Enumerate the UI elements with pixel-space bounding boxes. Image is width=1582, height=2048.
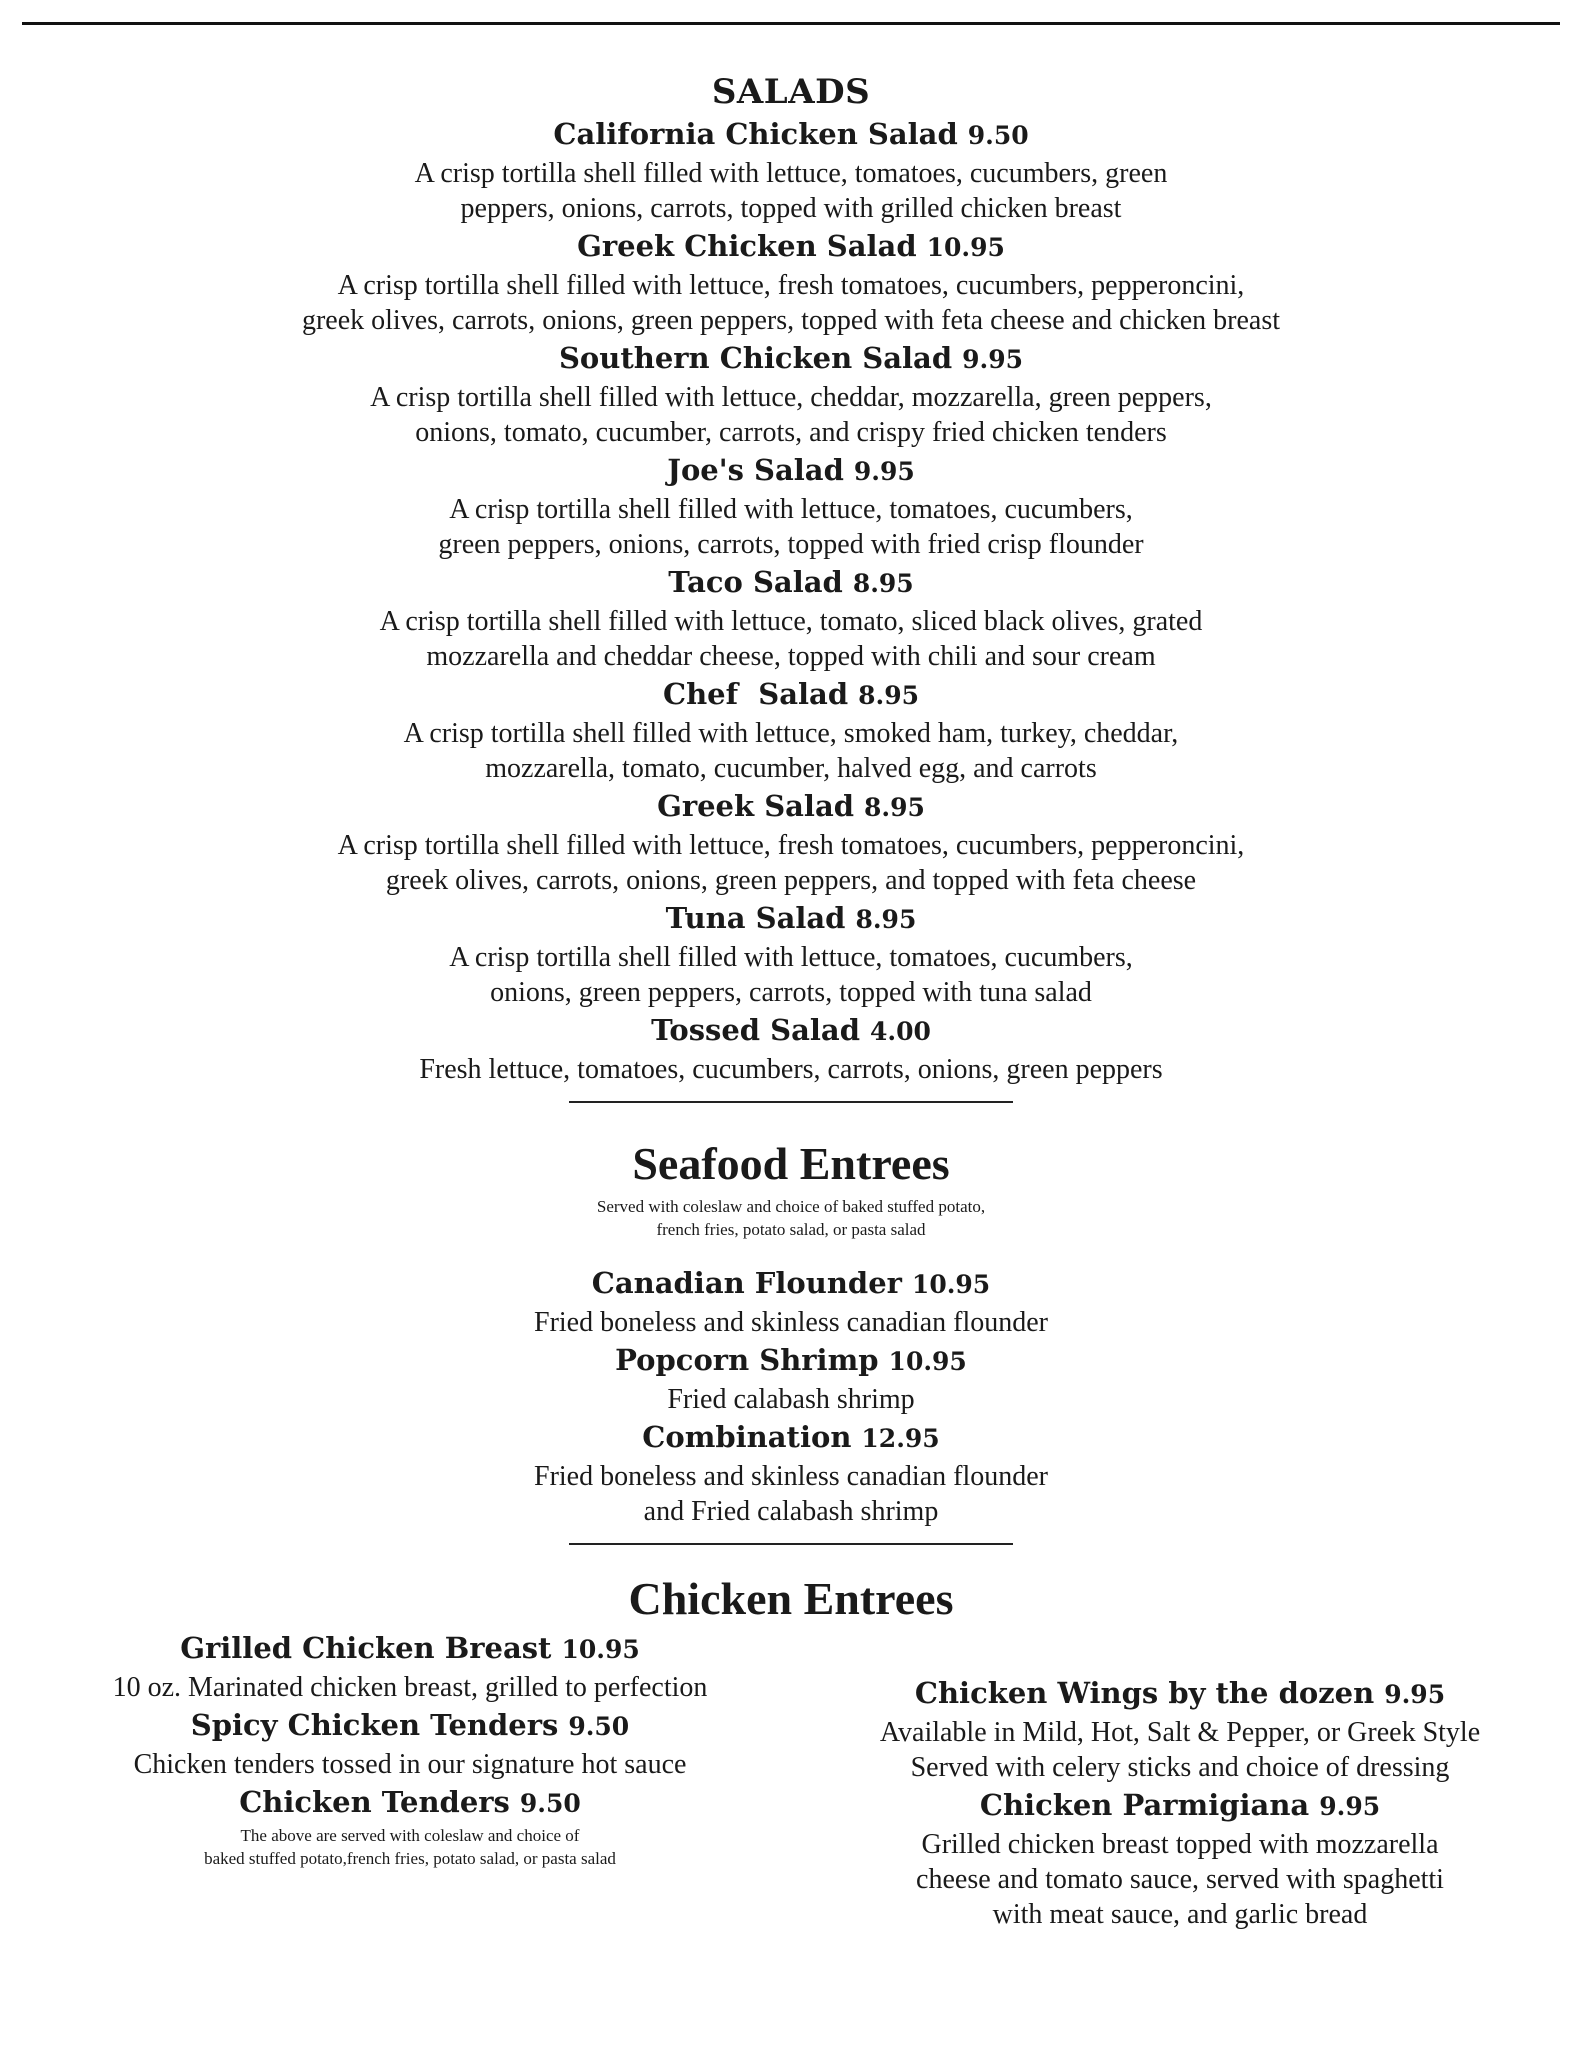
item-price: 8.95	[852, 569, 914, 598]
item-name: Greek Salad	[657, 789, 855, 823]
chicken-left-column	[60, 1628, 760, 1870]
item-price: 9.50	[568, 1712, 630, 1741]
item-price: 10.95	[888, 1347, 967, 1376]
item-name: Popcorn Shrimp	[615, 1343, 879, 1377]
item-description: A crisp tortilla shell filled with lettuce, tomato, sliced black olives, grated mozzarella and cheddar cheese, topped with chili and sour cream	[379, 606, 1203, 672]
menu-item-greek-chicken-salad	[0, 226, 1582, 338]
item-price: 4.00	[870, 1017, 931, 1046]
menu-item-chicken-parmigiana	[830, 1785, 1530, 1932]
item-name: Spicy Chicken Tenders	[190, 1708, 559, 1742]
item-price: 10.95	[926, 233, 1005, 262]
menu-item-joes-salad	[0, 450, 1582, 562]
item-description: A crisp tortilla shell filled with lettuce, fresh tomatoes, cucumbers, pepperoncini, greek olives, carrots, onions, green peppers, and topped with feta cheese	[337, 830, 1245, 896]
salads-title: SALADS	[711, 72, 871, 112]
menu-item-tossed-salad	[0, 1010, 1582, 1087]
item-price: 10.95	[561, 1635, 640, 1664]
section-divider	[569, 1543, 1013, 1545]
seafood-note: Served with coleslaw and choice of baked stuffed potato, french fries, potato salad, or pasta salad	[596, 1197, 986, 1239]
menu-item-greek-salad	[0, 786, 1582, 898]
item-name: Chicken Wings by the dozen	[914, 1676, 1375, 1710]
item-name: Chicken Parmigiana	[979, 1788, 1310, 1822]
item-name: Southern Chicken Salad	[558, 341, 953, 375]
menu-item-spicy-chicken-tenders	[60, 1705, 760, 1782]
item-description: Fresh lettuce, tomatoes, cucumbers, carrots, onions, green peppers	[419, 1054, 1163, 1085]
item-price: 9.50	[519, 1789, 581, 1818]
item-name: Grilled Chicken Breast	[180, 1631, 552, 1665]
menu-item-combination	[0, 1417, 1582, 1529]
menu-item-popcorn-shrimp	[0, 1340, 1582, 1417]
item-price: 12.95	[861, 1424, 940, 1453]
item-price: 9.95	[853, 457, 915, 486]
item-description: A crisp tortilla shell filled with lettuce, tomatoes, cucumbers, green peppers, onions, carrots, topped with grilled chicken breast	[414, 158, 1168, 224]
item-description: A crisp tortilla shell filled with lettuce, fresh tomatoes, cucumbers, pepperoncini, greek olives, carrots, onions, green peppers, topped with feta cheese and chicken breast	[301, 270, 1281, 336]
menu-item-canadian-flounder	[0, 1263, 1582, 1340]
menu-item-southern-chicken-salad	[0, 338, 1582, 450]
item-description: Chicken tenders tossed in our signature hot sauce	[133, 1749, 687, 1780]
menu-item-tuna-salad	[0, 898, 1582, 1010]
item-price: 9.95	[962, 345, 1024, 374]
item-description: A crisp tortilla shell filled with lettuce, cheddar, mozzarella, green peppers, onions, tomato, cucumber, carrots, and crispy fried chicken tenders	[370, 382, 1212, 448]
seafood-section	[0, 1135, 1582, 1545]
item-name: Greek Chicken Salad	[577, 229, 917, 263]
chicken-title: Chicken Entrees	[628, 1573, 954, 1624]
menu-item-chef-salad	[0, 674, 1582, 786]
item-description: A crisp tortilla shell filled with lettuce, smoked ham, turkey, cheddar, mozzarella, tomato, cucumber, halved egg, and carrots	[403, 718, 1179, 784]
menu-item-chicken-wings	[830, 1673, 1530, 1785]
chicken-right-column	[830, 1673, 1530, 1932]
menu-item-grilled-chicken-breast	[60, 1628, 760, 1705]
item-name: California Chicken Salad	[553, 117, 958, 151]
item-price: 9.95	[1384, 1680, 1446, 1709]
item-description: 10 oz. Marinated chicken breast, grilled to perfection	[112, 1672, 708, 1703]
item-name: Tuna Salad	[665, 901, 846, 935]
item-description: Fried boneless and skinless canadian flounder	[534, 1307, 1048, 1338]
item-name: Joe's Salad	[667, 453, 844, 487]
item-price: 9.50	[967, 121, 1029, 150]
item-name: Canadian Flounder	[591, 1266, 902, 1300]
item-description: Fried boneless and skinless canadian flounder and Fried calabash shrimp	[534, 1461, 1048, 1527]
item-description: Available in Mild, Hot, Salt & Pepper, or Greek Style Served with celery sticks and choice of dressing	[879, 1717, 1481, 1783]
item-price: 10.95	[911, 1270, 991, 1299]
item-price: 8.95	[855, 905, 917, 934]
chicken-tenders-note: The above are served with coleslaw and choice of baked stuffed potato,french fries, potato salad, or pasta salad	[204, 1826, 616, 1868]
item-price: 8.95	[858, 681, 919, 710]
menu-item-taco-salad	[0, 562, 1582, 674]
item-name: Combination	[642, 1420, 852, 1454]
item-price: 9.95	[1319, 1792, 1381, 1821]
item-description: Grilled chicken breast topped with mozzarella cheese and tomato sauce, served with spaghetti with meat sauce, and garlic bread	[916, 1829, 1444, 1930]
top-rule	[22, 22, 1560, 25]
item-name: Chef Salad	[663, 677, 849, 711]
menu-item-california-chicken-salad	[0, 114, 1582, 226]
item-description: A crisp tortilla shell filled with lettuce, tomatoes, cucumbers, onions, green peppers, carrots, topped with tuna salad	[449, 942, 1133, 1008]
item-description: A crisp tortilla shell filled with lettuce, tomatoes, cucumbers, green peppers, onions, carrots, topped with fried crisp flounder	[438, 494, 1144, 560]
item-name: Tossed Salad	[651, 1013, 860, 1047]
menu-item-chicken-tenders	[60, 1782, 760, 1870]
item-name: Chicken Tenders	[239, 1785, 510, 1819]
seafood-title: Seafood Entrees	[632, 1138, 950, 1189]
chicken-section	[0, 1570, 1582, 1628]
item-name: Taco Salad	[668, 565, 843, 599]
item-description: Fried calabash shrimp	[667, 1384, 915, 1415]
salads-section	[0, 70, 1582, 1103]
section-divider	[569, 1101, 1013, 1103]
item-price: 8.95	[864, 793, 925, 822]
